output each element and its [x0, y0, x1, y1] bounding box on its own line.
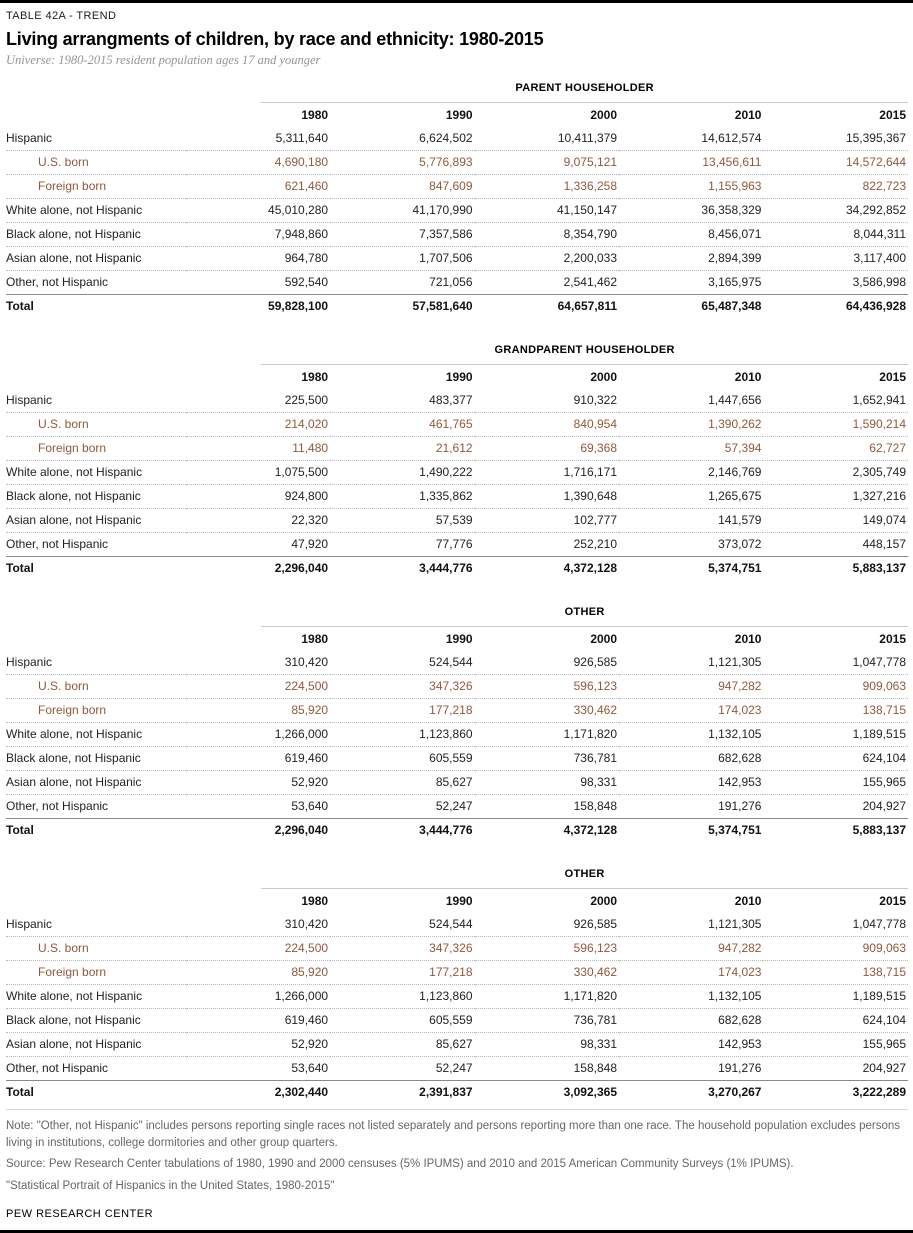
- cell-value: 2,296,040: [186, 818, 330, 842]
- cell-value: 52,920: [186, 771, 330, 795]
- data-table: [6, 889, 908, 1104]
- cell-value: 85,920: [186, 699, 330, 723]
- cell-value: 2,296,040: [186, 556, 330, 580]
- table-row: [6, 961, 908, 985]
- cell-value: 736,781: [475, 1009, 619, 1033]
- cell-value: 3,444,776: [330, 818, 474, 842]
- cell-value: 310,420: [186, 651, 330, 675]
- cell-value: 1,266,000: [186, 985, 330, 1009]
- cell-value: 926,585: [475, 651, 619, 675]
- cell-value: 3,444,776: [330, 556, 474, 580]
- cell-value: 619,460: [186, 747, 330, 771]
- cell-value: 142,953: [619, 1033, 763, 1057]
- cell-value: 177,218: [330, 699, 474, 723]
- cell-value: 155,965: [763, 771, 908, 795]
- row-label: Asian alone, not Hispanic: [6, 771, 186, 795]
- table-row: [6, 937, 908, 961]
- cell-value: 596,123: [475, 675, 619, 699]
- row-label: Other, not Hispanic: [6, 799, 109, 813]
- cell-value: 5,883,137: [763, 818, 908, 842]
- cell-value: 2,894,399: [619, 247, 763, 271]
- table-row: [6, 437, 908, 461]
- data-table: [6, 627, 908, 842]
- cell-value: 682,628: [619, 1009, 763, 1033]
- cell-value: 1,132,105: [619, 723, 763, 747]
- cell-value: 3,586,998: [852, 275, 906, 289]
- cell-value: 1,155,963: [619, 175, 763, 199]
- cell-value: 1,047,778: [763, 651, 908, 675]
- cell-value: 910,322: [475, 389, 619, 413]
- table-label: TABLE 42A - TREND: [6, 10, 117, 22]
- cell-value: 592,540: [284, 275, 329, 289]
- cell-value: 1,189,515: [763, 985, 908, 1009]
- cell-value: 1,590,214: [763, 413, 908, 437]
- row-label: Black alone, not Hispanic: [6, 747, 186, 771]
- cell-value: 15,395,367: [763, 127, 908, 151]
- cell-value: 2,305,749: [763, 461, 908, 485]
- column-header: 2010: [734, 370, 762, 384]
- table-row: [6, 294, 908, 318]
- cell-value: 62,727: [763, 437, 908, 461]
- column-header: 1990: [445, 632, 473, 646]
- row-label: Black alone, not Hispanic: [6, 223, 186, 247]
- cell-value: 41,150,147: [475, 199, 619, 223]
- table-section: [6, 606, 908, 842]
- cell-value: 1,390,648: [475, 485, 619, 509]
- data-table: [6, 365, 908, 580]
- column-header: 2010: [734, 108, 762, 122]
- cell-value: 85,627: [330, 1033, 474, 1057]
- cell-value: 1,716,171: [475, 461, 619, 485]
- table-row: [6, 795, 908, 818]
- cell-value: 736,781: [475, 747, 619, 771]
- cell-value: 2,146,769: [619, 461, 763, 485]
- cell-value: 2,200,033: [475, 247, 619, 271]
- table-row: [6, 1009, 908, 1033]
- cell-value: 448,157: [862, 537, 906, 551]
- column-header: 2015: [879, 894, 906, 908]
- column-header: 2015: [879, 632, 906, 646]
- year-header-row: [6, 889, 908, 913]
- year-header-row: [6, 627, 908, 651]
- cell-value: 621,460: [186, 175, 330, 199]
- cell-value: 45,010,280: [186, 199, 330, 223]
- cell-value: 524,544: [330, 651, 474, 675]
- cell-value: 1,336,258: [475, 175, 619, 199]
- year-header-row: [6, 103, 908, 127]
- cell-value: 1,171,820: [475, 985, 619, 1009]
- cell-value: 6,624,502: [330, 127, 474, 151]
- row-label: Total: [6, 1080, 186, 1104]
- cell-value: 36,358,329: [619, 199, 763, 223]
- cell-value: 373,072: [718, 537, 762, 551]
- row-label: Asian alone, not Hispanic: [6, 1033, 186, 1057]
- cell-value: 310,420: [186, 913, 330, 937]
- row-label: U.S. born: [6, 937, 186, 961]
- column-header: 1980: [301, 108, 329, 122]
- cell-value: 1,121,305: [619, 913, 763, 937]
- table-row: [6, 389, 908, 413]
- cell-value: 5,374,751: [619, 818, 763, 842]
- row-label: Other, not Hispanic: [6, 275, 109, 289]
- table-row: [6, 461, 908, 485]
- cell-value: 1,707,506: [330, 247, 474, 271]
- cell-value: 138,715: [763, 699, 908, 723]
- cell-value: 5,776,893: [330, 151, 474, 175]
- cell-value: 840,954: [475, 413, 619, 437]
- cell-value: 605,559: [330, 747, 474, 771]
- cell-value: 847,609: [330, 175, 474, 199]
- cell-value: 624,104: [763, 747, 908, 771]
- cell-value: 2,541,462: [563, 275, 618, 289]
- table-row: [6, 247, 908, 271]
- cell-value: 191,276: [718, 799, 762, 813]
- column-header: 2000: [590, 370, 618, 384]
- table-row: [6, 818, 908, 842]
- cell-value: 1,123,860: [330, 985, 474, 1009]
- top-bar: [0, 0, 913, 3]
- cell-value: 1,490,222: [330, 461, 474, 485]
- cell-value: 174,023: [619, 699, 763, 723]
- cell-value: 142,953: [619, 771, 763, 795]
- cell-value: 2,391,837: [330, 1080, 474, 1104]
- row-label: Asian alone, not Hispanic: [6, 509, 186, 533]
- column-header: 2015: [879, 108, 906, 122]
- table-row: [6, 747, 908, 771]
- row-label: Hispanic: [6, 651, 186, 675]
- column-header: 2000: [590, 632, 618, 646]
- row-label: White alone, not Hispanic: [6, 461, 186, 485]
- cell-value: 57,394: [619, 437, 763, 461]
- table-row: [6, 651, 908, 675]
- cell-value: 1,327,216: [763, 485, 908, 509]
- row-label: Asian alone, not Hispanic: [6, 247, 186, 271]
- cell-value: 9,075,121: [475, 151, 619, 175]
- cell-value: 1,335,862: [330, 485, 474, 509]
- cell-value: 822,723: [763, 175, 908, 199]
- table-row: [6, 223, 908, 247]
- cell-value: 347,326: [330, 937, 474, 961]
- table-row: [6, 127, 908, 151]
- row-label: Other, not Hispanic: [6, 537, 109, 551]
- row-label: Hispanic: [6, 389, 186, 413]
- cell-value: 1,123,860: [330, 723, 474, 747]
- cell-value: 3,270,267: [619, 1080, 763, 1104]
- cell-value: 3,165,975: [708, 275, 762, 289]
- cell-value: 3,117,400: [763, 247, 908, 271]
- cell-value: 1,652,941: [763, 389, 908, 413]
- cell-value: 53,640: [291, 799, 329, 813]
- column-header: 1990: [445, 370, 473, 384]
- row-label: Total: [6, 294, 186, 318]
- section-title: PARENT HOUSEHOLDER: [261, 82, 908, 103]
- table-row: [6, 271, 908, 294]
- footer-notes: [6, 1109, 908, 1194]
- cell-value: 5,883,137: [763, 556, 908, 580]
- cell-value: 947,282: [619, 675, 763, 699]
- cell-value: 41,170,990: [330, 199, 474, 223]
- table-row: [6, 985, 908, 1009]
- cell-value: 8,044,311: [763, 223, 908, 247]
- column-header: 1980: [301, 894, 329, 908]
- cell-value: 204,927: [862, 1061, 906, 1075]
- cell-value: 214,020: [186, 413, 330, 437]
- section-title: GRANDPARENT HOUSEHOLDER: [261, 344, 908, 365]
- cell-value: 1,390,262: [619, 413, 763, 437]
- cell-value: 69,368: [475, 437, 619, 461]
- cell-value: 155,965: [763, 1033, 908, 1057]
- cell-value: 1,189,515: [763, 723, 908, 747]
- note-text: Note: "Other, not Hispanic" includes persons reporting single races not listed separately and persons reporting more than one race. The household population excludes persons living in institutions, college dormitories and other group quarters.: [6, 1120, 900, 1149]
- cell-value: 8,354,790: [475, 223, 619, 247]
- table-row: [6, 199, 908, 223]
- row-label: Hispanic: [6, 127, 186, 151]
- column-header: 2015: [879, 370, 906, 384]
- cell-value: 721,056: [429, 275, 473, 289]
- column-header: 1980: [301, 632, 329, 646]
- cell-value: 5,374,751: [619, 556, 763, 580]
- cell-value: 177,218: [330, 961, 474, 985]
- cell-value: 1,171,820: [475, 723, 619, 747]
- universe-note: Universe: 1980-2015 resident population ages 17 and younger: [6, 53, 321, 67]
- cell-value: 524,544: [330, 913, 474, 937]
- cell-value: 11,480: [186, 437, 330, 461]
- content-area: [0, 10, 913, 1221]
- cell-value: 158,848: [573, 799, 618, 813]
- row-label: Foreign born: [6, 175, 186, 199]
- cell-value: 1,121,305: [619, 651, 763, 675]
- cell-value: 461,765: [330, 413, 474, 437]
- cell-value: 682,628: [619, 747, 763, 771]
- cell-value: 13,456,611: [619, 151, 763, 175]
- cell-value: 1,266,000: [186, 723, 330, 747]
- page-title: Living arrangments of children, by race and ethnicity: 1980-2015: [6, 29, 544, 49]
- cell-value: 483,377: [330, 389, 474, 413]
- cell-value: 10,411,379: [475, 127, 619, 151]
- cell-value: 947,282: [619, 937, 763, 961]
- row-label: Total: [6, 556, 186, 580]
- cell-value: 85,627: [330, 771, 474, 795]
- section-title: OTHER: [261, 868, 908, 889]
- cell-value: 330,462: [475, 961, 619, 985]
- cell-value: 7,357,586: [330, 223, 474, 247]
- cell-value: 624,104: [763, 1009, 908, 1033]
- cell-value: 964,780: [186, 247, 330, 271]
- cell-value: 252,210: [573, 537, 618, 551]
- cell-value: 8,456,071: [619, 223, 763, 247]
- year-spacer: [6, 627, 186, 651]
- row-label: U.S. born: [6, 675, 186, 699]
- row-label: Black alone, not Hispanic: [6, 1009, 186, 1033]
- row-label: Foreign born: [6, 699, 186, 723]
- row-label: Total: [6, 818, 186, 842]
- column-header: 1980: [301, 370, 329, 384]
- year-spacer: [6, 103, 186, 127]
- column-header: 2000: [590, 108, 618, 122]
- year-spacer: [6, 365, 186, 389]
- cell-value: 174,023: [619, 961, 763, 985]
- row-label: U.S. born: [6, 413, 186, 437]
- brand-wordmark: PEW RESEARCH CENTER: [6, 1208, 154, 1220]
- row-label: Hispanic: [6, 913, 186, 937]
- cell-value: 21,612: [330, 437, 474, 461]
- cell-value: 98,331: [475, 771, 619, 795]
- column-header: 1990: [445, 894, 473, 908]
- data-table: [6, 103, 908, 318]
- table-row: [6, 1033, 908, 1057]
- cell-value: 619,460: [186, 1009, 330, 1033]
- cell-value: 596,123: [475, 937, 619, 961]
- cell-value: 605,559: [330, 1009, 474, 1033]
- table-row: [6, 675, 908, 699]
- row-label: Foreign born: [6, 437, 186, 461]
- table-section: [6, 82, 908, 318]
- cell-value: 2,302,440: [186, 1080, 330, 1104]
- row-label: Other, not Hispanic: [6, 1061, 109, 1075]
- table-row: [6, 771, 908, 795]
- cell-value: 204,927: [862, 799, 906, 813]
- table-row: [6, 556, 908, 580]
- cell-value: 47,920: [291, 537, 329, 551]
- table-row: [6, 175, 908, 199]
- table-row: [6, 1057, 908, 1080]
- row-label: White alone, not Hispanic: [6, 985, 186, 1009]
- column-header: 2010: [734, 894, 762, 908]
- cell-value: 65,487,348: [619, 294, 763, 318]
- cell-value: 138,715: [763, 961, 908, 985]
- cell-value: 4,690,180: [186, 151, 330, 175]
- column-header: 2000: [590, 894, 618, 908]
- cell-value: 1,075,500: [186, 461, 330, 485]
- table-row: [6, 485, 908, 509]
- cell-value: 224,500: [186, 675, 330, 699]
- cell-value: 57,539: [330, 509, 474, 533]
- table-row: [6, 723, 908, 747]
- cell-value: 158,848: [573, 1061, 618, 1075]
- cell-value: 52,247: [435, 1061, 473, 1075]
- cell-value: 909,063: [763, 937, 908, 961]
- cell-value: 53,640: [291, 1061, 329, 1075]
- cell-value: 1,447,656: [619, 389, 763, 413]
- cell-value: 3,092,365: [475, 1080, 619, 1104]
- cell-value: 22,320: [186, 509, 330, 533]
- citation-text: "Statistical Portrait of Hispanics in the United States, 1980-2015": [6, 1179, 335, 1192]
- row-label: Black alone, not Hispanic: [6, 485, 186, 509]
- source-text: Source: Pew Research Center tabulations of 1980, 1990 and 2000 censuses (5% IPUMS) and 2010 and 2015 American Community Surveys (1% IPUMS).: [6, 1158, 794, 1170]
- column-header: 2010: [734, 632, 762, 646]
- cell-value: 141,579: [619, 509, 763, 533]
- cell-value: 52,920: [186, 1033, 330, 1057]
- table-row: [6, 413, 908, 437]
- cell-value: 14,612,574: [619, 127, 763, 151]
- cell-value: 191,276: [718, 1061, 762, 1075]
- cell-value: 4,372,128: [475, 556, 619, 580]
- cell-value: 5,311,640: [186, 127, 330, 151]
- cell-value: 4,372,128: [475, 818, 619, 842]
- cell-value: 77,776: [435, 537, 473, 551]
- cell-value: 52,247: [435, 799, 473, 813]
- table-row: [6, 151, 908, 175]
- year-header-row: [6, 365, 908, 389]
- section-title: OTHER: [261, 606, 908, 627]
- table-row: [6, 533, 908, 556]
- cell-value: 3,222,289: [763, 1080, 908, 1104]
- cell-value: 102,777: [475, 509, 619, 533]
- cell-value: 14,572,644: [763, 151, 908, 175]
- cell-value: 926,585: [475, 913, 619, 937]
- year-spacer: [6, 889, 186, 913]
- table-row: [6, 1080, 908, 1104]
- cell-value: 924,800: [186, 485, 330, 509]
- cell-value: 7,948,860: [186, 223, 330, 247]
- row-label: U.S. born: [6, 151, 186, 175]
- column-header: 1990: [445, 108, 473, 122]
- row-label: White alone, not Hispanic: [6, 723, 186, 747]
- cell-value: 225,500: [186, 389, 330, 413]
- table-row: [6, 509, 908, 533]
- cell-value: 64,436,928: [763, 294, 908, 318]
- table-section: [6, 344, 908, 580]
- row-label: Foreign born: [6, 961, 186, 985]
- row-label: White alone, not Hispanic: [6, 199, 186, 223]
- cell-value: 224,500: [186, 937, 330, 961]
- cell-value: 330,462: [475, 699, 619, 723]
- cell-value: 64,657,811: [475, 294, 619, 318]
- cell-value: 59,828,100: [186, 294, 330, 318]
- cell-value: 1,265,675: [619, 485, 763, 509]
- cell-value: 98,331: [475, 1033, 619, 1057]
- cell-value: 1,132,105: [619, 985, 763, 1009]
- cell-value: 57,581,640: [330, 294, 474, 318]
- table-row: [6, 913, 908, 937]
- table-row: [6, 699, 908, 723]
- cell-value: 85,920: [186, 961, 330, 985]
- cell-value: 34,292,852: [763, 199, 908, 223]
- cell-value: 347,326: [330, 675, 474, 699]
- cell-value: 149,074: [763, 509, 908, 533]
- cell-value: 1,047,778: [763, 913, 908, 937]
- table-section: [6, 868, 908, 1104]
- cell-value: 909,063: [763, 675, 908, 699]
